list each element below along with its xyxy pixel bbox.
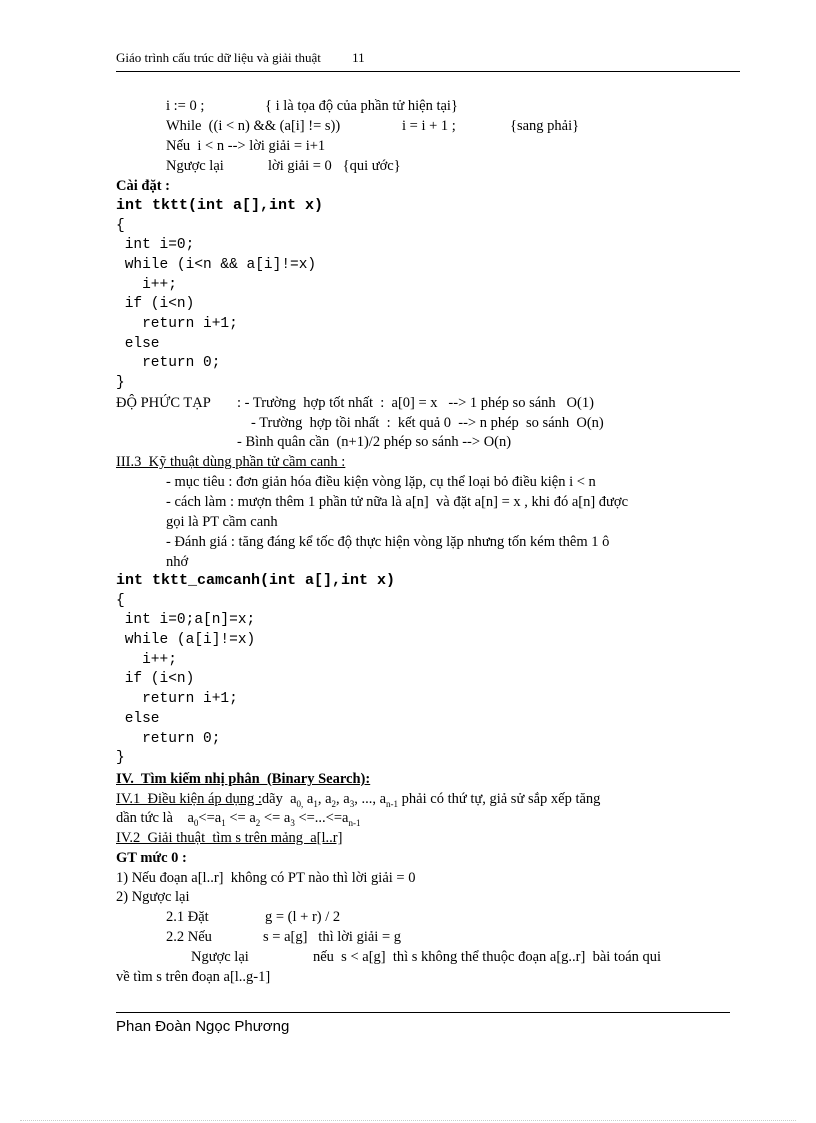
code-line: i++; bbox=[116, 277, 177, 293]
paragraph-line: - Đánh giá : tăng đáng kể tốc độ thực hiện vòng lặp nhưng tốn kém thêm 1 ô bbox=[166, 534, 610, 550]
algo-line: lời giải = 0 {qui ước} bbox=[268, 158, 401, 174]
condition-line: dần tức là $a_0<=a_1 <= a_2 <= a_3 <=...<=a_{n-1}$ bbox=[116, 810, 361, 828]
section-label: Cài đặt : bbox=[116, 178, 170, 194]
algo-step: 2) Ngược lại bbox=[116, 889, 190, 905]
section-heading: IV. Tìm kiếm nhị phân (Binary Search): bbox=[116, 771, 371, 787]
section-heading: III.3 Kỹ thuật dùng phần tử cầm canh : bbox=[116, 454, 346, 470]
code-line: while (i<n && a[i]!=x) bbox=[116, 257, 317, 273]
page-edge bbox=[20, 1120, 796, 1121]
code-line: return i+1; bbox=[116, 691, 238, 707]
code-line: if (i<n) bbox=[116, 671, 195, 687]
code-line: int i=0;a[n]=x; bbox=[116, 612, 256, 628]
code-line: { bbox=[116, 593, 125, 609]
algo-line: Ngược lại bbox=[166, 158, 224, 174]
code-line: return 0; bbox=[116, 731, 221, 747]
code-line: { bbox=[116, 218, 125, 234]
algo-step: nếu s < a[g] thì s không thể thuộc đoạn a[g..r] bài toán qui bbox=[313, 949, 662, 965]
header-rule bbox=[116, 71, 740, 72]
algo-step: 1) Nếu đoạn a[l..r] không có PT nào thì lời giải = 0 bbox=[116, 870, 416, 886]
code-line: } bbox=[116, 375, 125, 391]
complexity-line: - Trường hợp tồi nhất : kết quả 0 --> n phép so sánh O(n) bbox=[251, 415, 604, 431]
page-number: 11 bbox=[352, 50, 365, 65]
code-line: return 0; bbox=[116, 355, 221, 371]
complexity-line: : - Trường hợp tốt nhất : a[0] = x --> 1 phép so sánh O(1) bbox=[237, 395, 594, 411]
algo-comment: { i là tọa độ của phần tử hiện tại} bbox=[265, 98, 458, 114]
algo-step: 2.1 Đặt bbox=[166, 909, 209, 925]
algo-step: về tìm s trên đoạn a[l..g-1] bbox=[116, 969, 271, 985]
code-line: else bbox=[116, 711, 160, 727]
code-line: if (i<n) bbox=[116, 296, 195, 312]
complexity-label: ĐỘ PHỨC TẠP bbox=[116, 395, 211, 411]
condition-line: IV.1 Điều kiện áp dụng :dãy $a_{0,}$ $a_1$, $a_2$, $a_3$, ..., $a_{n-1}$ phải có thứ tự, giả sử sắp xếp tăng bbox=[116, 791, 601, 809]
subsection-label: IV.2 Giải thuật tìm s trên mảng a[l..r] bbox=[116, 830, 343, 846]
code-line: int i=0; bbox=[116, 237, 195, 253]
algo-line: i := 0 ; bbox=[166, 98, 205, 114]
page-header bbox=[116, 50, 365, 66]
algo-line: While ((i < n) && (a[i] != s)) bbox=[166, 118, 341, 134]
paragraph-line: nhớ bbox=[166, 554, 189, 570]
algo-step: Ngược lại bbox=[191, 949, 249, 965]
algo-step: 2.2 Nếu bbox=[166, 929, 212, 945]
code-line: return i+1; bbox=[116, 316, 238, 332]
algo-step: g = (l + r) / 2 bbox=[265, 909, 341, 925]
code-line: i++; bbox=[116, 652, 177, 668]
algo-line: Nếu i < n --> lời giải = i+1 bbox=[166, 138, 326, 154]
code-line: } bbox=[116, 750, 125, 766]
code-line: int tktt_camcanh(int a[],int x) bbox=[116, 572, 396, 589]
header-title: Giáo trình cấu trúc dữ liệu và giải thuật bbox=[116, 50, 321, 65]
complexity-line: - Bình quân cần (n+1)/2 phép so sánh --> O(n) bbox=[237, 434, 512, 450]
paragraph-line: - cách làm : mượn thêm 1 phần tử nữa là a[n] và đặt a[n] = x , khi đó a[n] được bbox=[166, 494, 629, 510]
algo-step: s = a[g] thì lời giải = g bbox=[263, 929, 401, 945]
subsection-label: IV.1 Điều kiện áp dụng : bbox=[116, 791, 262, 807]
footer-author: Phan Đoàn Ngọc Phương bbox=[116, 1018, 290, 1035]
footer-rule bbox=[116, 1012, 730, 1013]
algo-line: i = i + 1 ; bbox=[402, 118, 456, 134]
code-line: else bbox=[116, 336, 160, 352]
code-line: int tktt(int a[],int x) bbox=[116, 197, 324, 214]
algo-comment: {sang phải} bbox=[510, 118, 580, 134]
code-line: while (a[i]!=x) bbox=[116, 632, 256, 648]
paragraph-line: gọi là PT cầm canh bbox=[166, 514, 278, 530]
paragraph-line: - mục tiêu : đơn giản hóa điều kiện vòng lặp, cụ thể loại bỏ điều kiện i < n bbox=[166, 474, 596, 490]
algo-level-label: GT mức 0 : bbox=[116, 850, 187, 866]
